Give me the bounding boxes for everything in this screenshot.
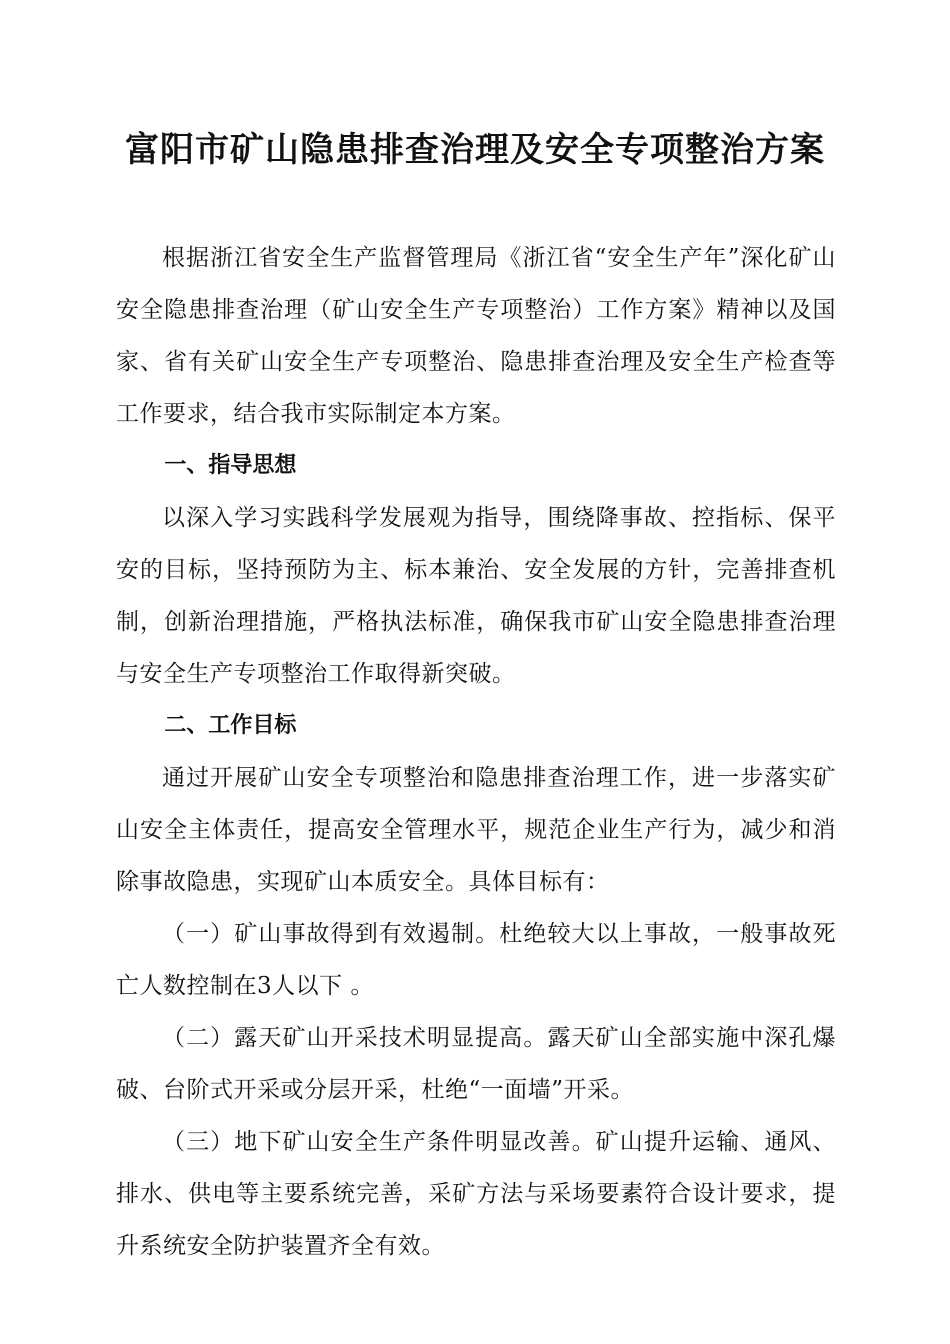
paragraph-intro: 根据浙江省安全生产监督管理局《浙江省“安全生产年”深化矿山安全隐患排查治理（矿山安全生产专项整治）工作方案》精神以及国家、省有关矿山安全生产专项整治、隐患排查治理及安全生产检查等工作要求，结合我市实际制定本方案。 — [116, 245, 836, 427]
paragraph-goal-2: （二）露天矿山开采技术明显提高。露天矿山全部实施中深孔爆破、台阶式开采或分层开采，杜绝“一面墙”开采。 — [116, 1025, 836, 1103]
document-body — [116, 232, 836, 1272]
heading-guiding-ideology: 一、指导思想 — [164, 453, 297, 478]
paragraph-goal-3: （三）地下矿山安全生产条件明显改善。矿山提升运输、通风、排水、供电等主要系统完善，采矿方法与采场要素符合设计要求，提升系统安全防护装置齐全有效。 — [116, 1129, 836, 1259]
paragraph-work-goals: 通过开展矿山安全专项整治和隐患排查治理工作，进一步落实矿山安全主体责任，提高安全管理水平，规范企业生产行为，减少和消除事故隐患，实现矿山本质安全。具体目标有： — [116, 765, 836, 895]
heading-work-goals: 二、工作目标 — [164, 713, 297, 738]
paragraph-guiding-ideology: 以深入学习实践科学发展观为指导，围绕降事故、控指标、保平安的目标，坚持预防为主、标本兼治、安全发展的方针，完善排查机制，创新治理措施，严格执法标准，确保我市矿山安全隐患排查治理与安全生产专项整治工作取得新突破。 — [116, 505, 836, 687]
document-title: 富阳市矿山隐患排查治理及安全专项整治方案 — [125, 130, 825, 170]
paragraph-goal-1: （一）矿山事故得到有效遏制。杜绝较大以上事故，一般事故死亡人数控制在3人以下 。 — [116, 921, 836, 999]
